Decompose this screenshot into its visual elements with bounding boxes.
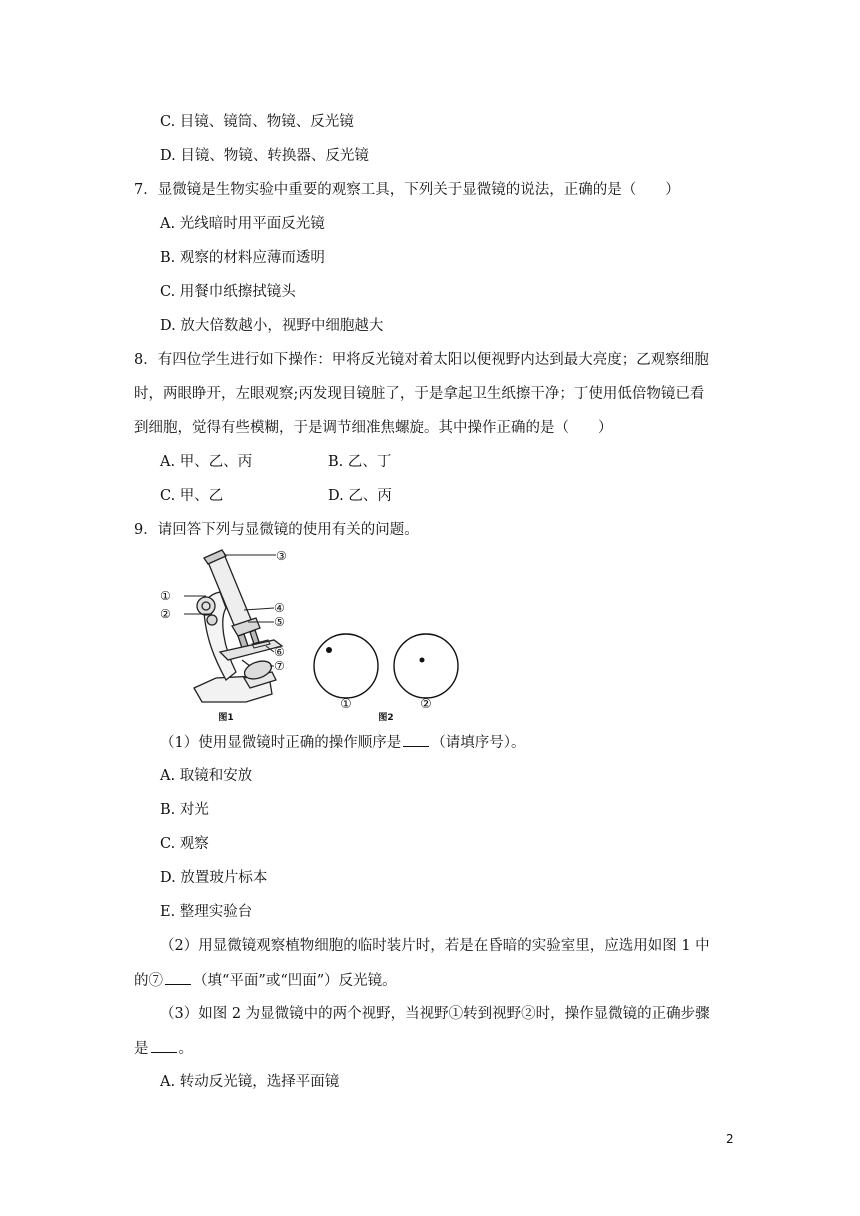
answer-blank-9-2[interactable]: [165, 970, 191, 985]
question-7: 7．显微镜是生物实验中重要的观察工具，下列关于显微镜的说法，正确的是（ ）: [134, 182, 680, 198]
option-9-1e: E. 整理实验台: [160, 904, 253, 920]
question-9-3-suffix: 。: [178, 1041, 193, 1057]
figure-1-label: 图1: [218, 713, 234, 723]
callout-6: ⑥: [274, 645, 285, 659]
question-9-2-suffix: （填“平面”或“凹面”）反光镜。: [193, 973, 397, 989]
microscope-drawing: [194, 550, 282, 702]
callout-1: ①: [160, 589, 171, 603]
callout-3: ③: [276, 549, 287, 563]
question-9-3-line-2: [134, 1038, 193, 1059]
question-9-2-line-1: （2）用显微镜观察植物细胞的临时装片时，若是在昏暗的实验室里，应选用如图 1 中: [160, 938, 710, 954]
cell-dot-1: [326, 647, 332, 653]
microscope-figure: [160, 548, 458, 724]
view-2-label: ②: [420, 697, 432, 712]
view-1-label: ①: [340, 697, 352, 712]
option-8c: C. 甲、乙: [160, 488, 224, 504]
callout-7: ⑦: [274, 659, 285, 673]
question-8-line-1: 8．有四位学生进行如下操作：甲将反光镜对着太阳以便视野内达到最大亮度；乙观察细胞: [134, 352, 709, 368]
question-9-1: [160, 732, 525, 753]
question-8-line-3: 到细胞，觉得有些模糊，于是调节细准焦螺旋。其中操作正确的是（ ）: [134, 420, 613, 436]
question-9-3-text: 是: [134, 1041, 149, 1057]
figure-2-label: 图2: [378, 713, 394, 723]
field-of-view-2: [394, 634, 458, 698]
question-8-line-2: 时，两眼睁开，左眼观察;丙发现目镜脏了，于是拿起卫生纸擦干净；丁使用低倍物镜已看: [134, 386, 705, 402]
option-6c: C. 目镜、镜筒、物镜、反光镜: [160, 114, 354, 130]
answer-blank-9-3[interactable]: [151, 1038, 177, 1053]
option-9-1a: A. 取镜和安放: [160, 768, 253, 784]
option-9-1c: C. 观察: [160, 836, 209, 852]
field-of-view-1: [314, 634, 378, 698]
microscope-figure-svg: [160, 548, 458, 724]
option-7a: A. 光线暗时用平面反光镜: [160, 216, 325, 232]
question-9-1-suffix: （请填序号）。: [431, 735, 526, 751]
option-7c: C. 用餐巾纸擦拭镜头: [160, 284, 296, 300]
answer-blank-9-1[interactable]: [403, 732, 429, 747]
question-9-2-text: 的⑦: [134, 973, 163, 989]
cell-dot-2: [420, 658, 425, 663]
option-6d: D. 目镜、物镜、转换器、反光镜: [160, 148, 369, 164]
callout-5: ⑤: [274, 615, 285, 629]
callout-4: ④: [274, 601, 285, 615]
question-9: 9．请回答下列与显微镜的使用有关的问题。: [134, 522, 419, 538]
question-9-2-line-2: [134, 970, 397, 991]
option-7d: D. 放大倍数越小，视野中细胞越大: [160, 318, 384, 334]
option-9-1b: B. 对光: [160, 802, 209, 818]
question-9-3-line-1: （3）如图 2 为显微镜中的两个视野，当视野①转到视野②时，操作显微镜的正确步骤: [160, 1006, 710, 1022]
option-8d: D. 乙、丙: [328, 488, 392, 504]
option-7b: B. 观察的材料应薄而透明: [160, 250, 325, 266]
option-8b: B. 乙、丁: [328, 454, 392, 470]
option-8a: A. 甲、乙、丙: [160, 454, 253, 470]
option-9-1d: D. 放置玻片标本: [160, 870, 268, 886]
page-number: 2: [726, 1132, 734, 1146]
option-9-3a: A. 转动反光镜，选择平面镜: [160, 1074, 340, 1090]
question-9-1-text: （1）使用显微镜时正确的操作顺序是: [160, 735, 402, 751]
callout-2: ②: [160, 607, 171, 621]
